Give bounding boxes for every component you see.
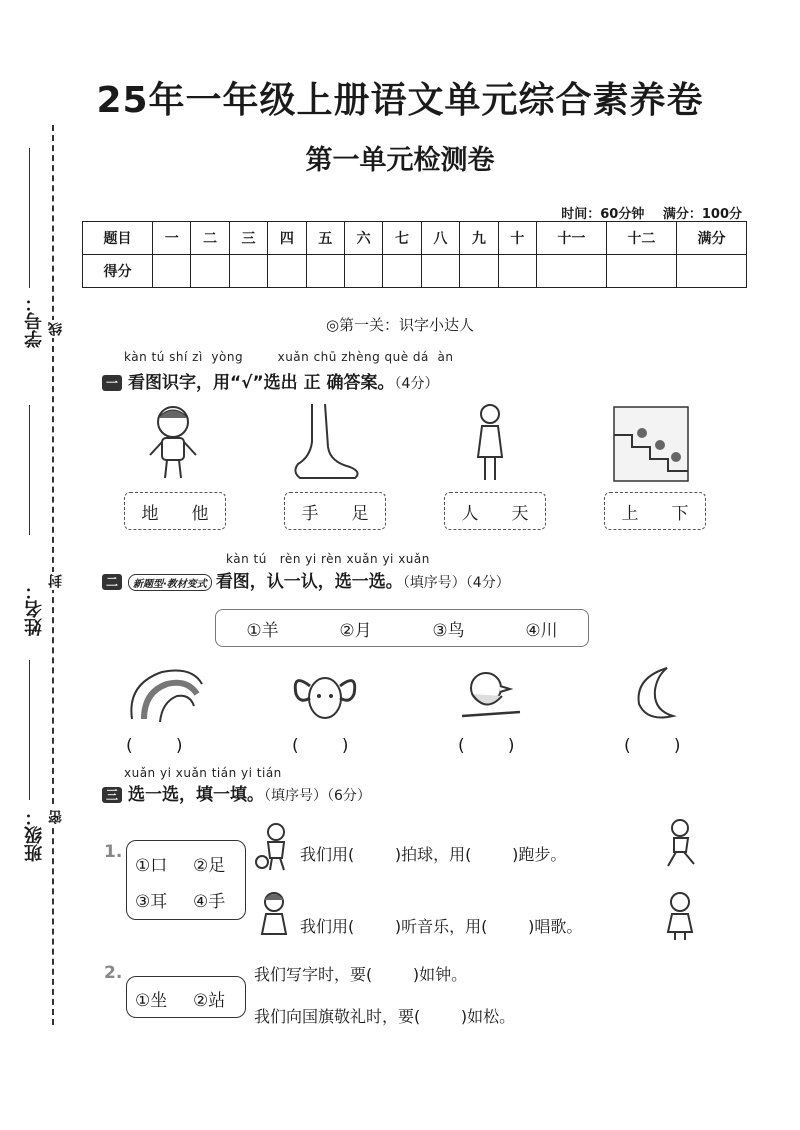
- q1-points: （4分）: [394, 376, 439, 392]
- q1-option[interactable]: 他: [191, 503, 209, 524]
- name-label: 姓名：: [24, 582, 45, 636]
- table-score-cell[interactable]: [383, 255, 421, 288]
- line-mark: 线: [48, 322, 64, 336]
- main-title: 25年一年级上册语文单元综合素养卷: [96, 80, 704, 121]
- q1-heading: [102, 368, 438, 393]
- q1-choice-3[interactable]: [444, 492, 546, 530]
- table-header-cell: 十二: [606, 222, 676, 255]
- q1-number: 一: [102, 375, 122, 391]
- q2-pinyin: kàn tú rèn yi rèn xuǎn yi xuǎn: [226, 552, 430, 566]
- table-score-label: 得分: [83, 255, 153, 288]
- class-blank: [29, 660, 30, 800]
- table-score-cell[interactable]: [498, 255, 536, 288]
- q2-answer-blank-1[interactable]: ( ): [126, 736, 183, 756]
- table-score-cell[interactable]: [268, 255, 306, 288]
- q3-item2-sentence2[interactable]: 我们向国旗敬礼时，要( )如松。: [254, 1007, 516, 1026]
- q1-text: 看图识字，用“√”选出 正 确答案。: [128, 373, 395, 393]
- q3-item1-sentence2[interactable]: 我们用( )听音乐，用( )唱歌。: [300, 917, 583, 936]
- q1-option[interactable]: 地: [141, 503, 159, 524]
- q1-option[interactable]: 下: [671, 503, 689, 524]
- river-image: [122, 664, 207, 726]
- choice-hand: ④手: [193, 892, 226, 912]
- seal-mark: 封: [48, 574, 64, 588]
- q2-answer-blank-2[interactable]: ( ): [292, 736, 349, 756]
- foot-image: [290, 402, 365, 482]
- time-limit: 时间：60分钟: [561, 207, 645, 222]
- q3-text: 选一选，填一填。: [128, 785, 264, 805]
- stairs-image: [612, 405, 690, 483]
- q2-option: ④川: [525, 620, 558, 641]
- score-table-header-row: [83, 222, 747, 255]
- sub-title: 第一单元检测卷: [305, 145, 495, 176]
- table-header-cell: 十一: [536, 222, 606, 255]
- table-header-label: 题目: [83, 222, 153, 255]
- choice-stand: ②站: [193, 991, 226, 1011]
- table-header-cell: 五: [306, 222, 344, 255]
- table-header-cell: 满分: [676, 222, 746, 255]
- exam-meta: [547, 203, 742, 222]
- choice-sit: ①坐: [135, 991, 168, 1011]
- sheep-image: [288, 664, 363, 726]
- table-header-cell: 十: [498, 222, 536, 255]
- q3-item1-sentence1[interactable]: 我们用( )拍球，用( )跑步。: [300, 845, 567, 864]
- table-header-cell: 四: [268, 222, 306, 255]
- table-header-cell: 七: [383, 222, 421, 255]
- q3-heading: [102, 780, 371, 805]
- table-score-cell[interactable]: [306, 255, 344, 288]
- q3-pinyin: xuǎn yi xuǎn tián yi tián: [124, 766, 282, 780]
- q2-options-bar: [215, 609, 589, 647]
- q2-option: ③鸟: [432, 620, 465, 641]
- q3-item1-number: 1.: [104, 842, 123, 862]
- girl-music-image: [254, 890, 294, 940]
- q1-choice-1[interactable]: [124, 492, 226, 530]
- class-label: 班级：: [24, 808, 45, 862]
- table-score-cell[interactable]: [191, 255, 229, 288]
- q1-option[interactable]: 手: [301, 503, 319, 524]
- q1-option[interactable]: 上: [621, 503, 639, 524]
- choice-ear: ③耳: [135, 892, 168, 912]
- boy-image: [138, 400, 208, 482]
- q3-points: （填序号）（6分）: [264, 788, 371, 804]
- student-no-blank: [29, 148, 30, 288]
- table-score-cell[interactable]: [229, 255, 267, 288]
- q2-heading: [102, 567, 510, 592]
- secret-mark: 密: [48, 810, 64, 824]
- q2-answer-blank-4[interactable]: ( ): [624, 736, 681, 756]
- full-score: 满分：100分: [662, 207, 742, 222]
- name-blank: [29, 405, 30, 535]
- table-score-cell[interactable]: [344, 255, 382, 288]
- q3-number: 三: [102, 787, 122, 803]
- score-table-score-row: [83, 255, 747, 288]
- q1-option[interactable]: 人: [461, 503, 479, 524]
- table-header-cell: 二: [191, 222, 229, 255]
- q2-option: ①羊: [246, 620, 279, 641]
- woman-image: [470, 402, 510, 484]
- girl-sing-image: [660, 890, 700, 942]
- table-header-cell: 六: [344, 222, 382, 255]
- table-header-cell: 九: [460, 222, 498, 255]
- table-score-cell[interactable]: [460, 255, 498, 288]
- table-score-cell[interactable]: [676, 255, 746, 288]
- q1-pinyin: kàn tú shí zì yòng xuǎn chū zhèng què dá àn: [124, 350, 454, 364]
- q2-answer-blank-3[interactable]: ( ): [458, 736, 515, 756]
- q2-text: 看图，认一认，选一选。: [215, 572, 403, 592]
- q1-choice-4[interactable]: [604, 492, 706, 530]
- table-header-cell: 一: [153, 222, 191, 255]
- table-score-cell[interactable]: [536, 255, 606, 288]
- student-no-label: 学号：: [24, 294, 45, 348]
- q2-new-type-tag: 新题型·教材变式: [128, 574, 212, 591]
- choice-mouth: ①口: [135, 856, 168, 876]
- q3-item2-number: 2.: [104, 963, 123, 983]
- table-header-cell: 三: [229, 222, 267, 255]
- q3-item2-choices: [126, 976, 246, 1018]
- q2-option: ②月: [339, 620, 372, 641]
- q3-item2-sentence1[interactable]: 我们写字时，要( )如钟。: [254, 965, 468, 984]
- q2-points: （填序号）（4分）: [402, 575, 510, 591]
- table-header-cell: 八: [421, 222, 459, 255]
- table-score-cell[interactable]: [421, 255, 459, 288]
- q1-choice-2[interactable]: [284, 492, 386, 530]
- table-score-cell[interactable]: [153, 255, 191, 288]
- q2-number: 二: [102, 574, 122, 590]
- table-score-cell[interactable]: [606, 255, 676, 288]
- level-heading: ◎第一关：识字小达人: [325, 316, 475, 334]
- kid-ball-image: [254, 822, 294, 872]
- q1-option[interactable]: 足: [351, 503, 369, 524]
- kid-run-image: [660, 818, 700, 870]
- choice-foot: ②足: [193, 856, 226, 876]
- bird-image: [458, 664, 523, 726]
- moon-image: [625, 664, 685, 726]
- q3-item1-choices: [126, 840, 246, 920]
- q1-option[interactable]: 天: [511, 503, 529, 524]
- score-table: [82, 221, 747, 288]
